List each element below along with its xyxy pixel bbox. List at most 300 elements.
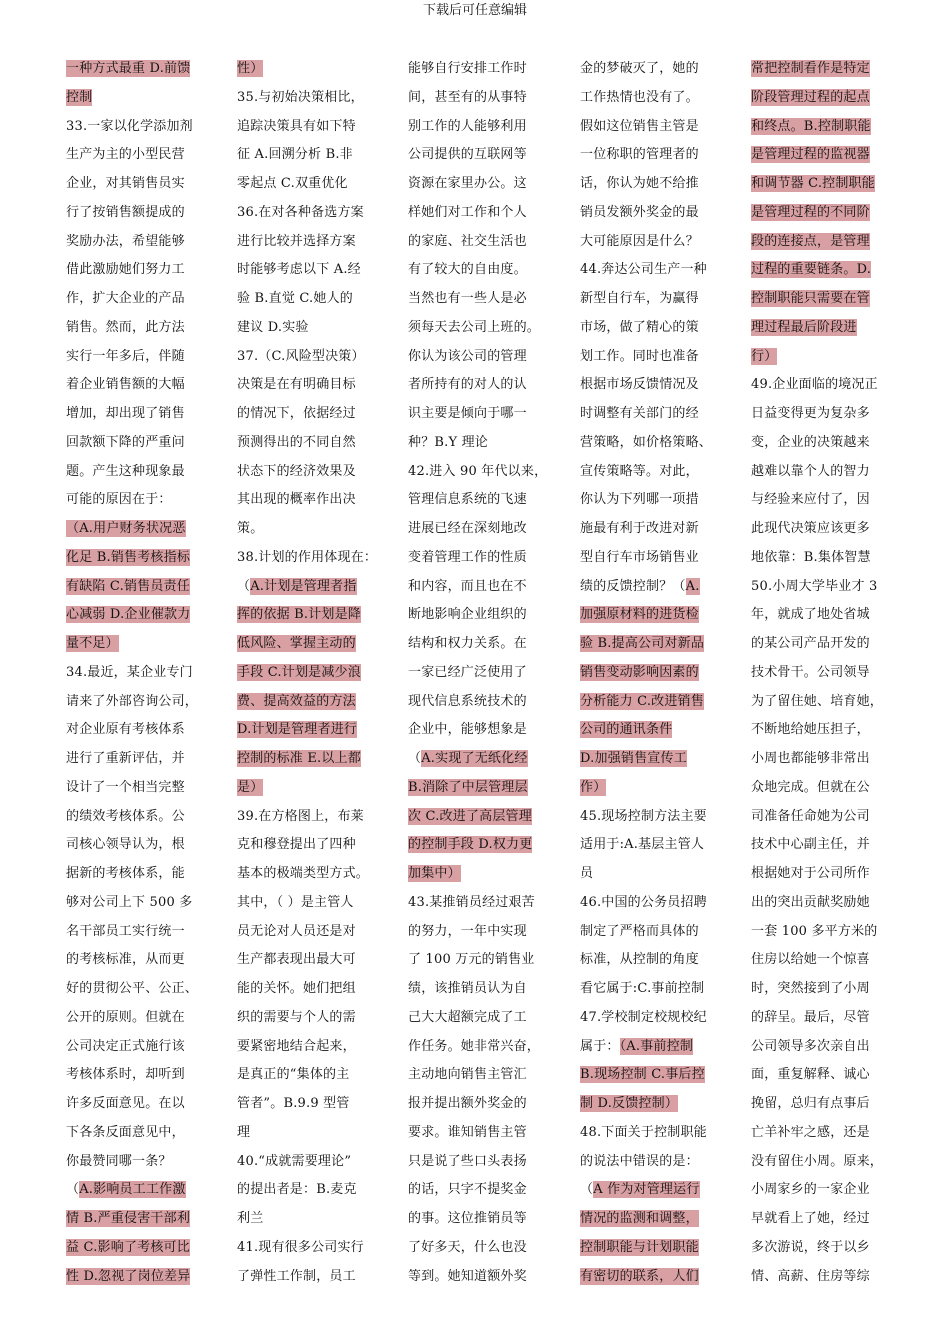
question-text: 制定了严格而具体的	[580, 923, 699, 939]
text-line	[237, 748, 377, 777]
text-line	[751, 259, 891, 288]
question-text: 结构和权力关系。在	[408, 636, 527, 651]
text-line	[66, 202, 206, 231]
question-text: 增加，却出现了销售	[66, 406, 185, 421]
text-line	[408, 317, 548, 346]
question-text: 员无论对人员还是对	[237, 923, 356, 939]
question-text: 要求。谁知销售主管	[408, 1124, 527, 1140]
question-text: 的情况下，依据经过	[237, 406, 356, 421]
text-line	[580, 662, 720, 691]
text-line	[408, 1093, 548, 1122]
text-line	[751, 1122, 891, 1151]
text-line	[237, 144, 377, 173]
page-header-title: 下载后可任意编辑	[422, 3, 527, 18]
text-line	[580, 1007, 720, 1036]
question-text: 进行比较并选择方案	[237, 233, 356, 249]
text-line	[751, 346, 891, 375]
highlighted-answer-text: 是）	[237, 779, 264, 795]
question-text: 行了按销售额提成的	[66, 204, 185, 220]
text-line	[580, 834, 720, 863]
text-line	[66, 518, 206, 547]
question-text: 征 A.回溯分析 B.非	[237, 147, 353, 163]
highlighted-answer-text: 费、提高效益的方法	[237, 693, 356, 709]
question-text: 是真正的“集体的主	[237, 1067, 350, 1083]
question-text: 变，企业的决策越来	[751, 434, 870, 450]
question-text: 住房以给她一个惊喜	[751, 952, 870, 968]
highlighted-answer-text: 行）	[751, 348, 778, 364]
text-line	[408, 288, 548, 317]
question-text: 变着管理工作的性质	[408, 549, 527, 565]
text-column-4	[580, 58, 720, 1294]
highlighted-answer-text: 是管理过程的监视器	[751, 147, 870, 163]
text-line	[408, 892, 548, 921]
question-text: 挽留，总归有点事后	[751, 1096, 870, 1111]
text-line	[751, 834, 891, 863]
question-text: 40.“成就需要理论”	[237, 1153, 352, 1169]
question-text: 奖励办法，希望能够	[66, 233, 185, 249]
question-text: 43.某推销员经过艰苦	[408, 894, 535, 910]
question-text: 话，你认为她不给推	[580, 176, 699, 191]
question-text: 预测得出的不同自然	[237, 434, 356, 450]
question-text: 日益变得更为复杂多	[751, 406, 870, 421]
text-line	[66, 1208, 206, 1237]
highlighted-answer-text: 分析能力 C.改进销售	[580, 693, 704, 709]
highlighted-answer-text: 量不足）	[66, 636, 119, 651]
text-line	[408, 834, 548, 863]
question-text: 时调整有关部门的经	[580, 406, 699, 421]
question-text: 你认为下列哪一项措	[580, 492, 699, 508]
highlighted-answer-text: 控制的标准 E.以上都	[237, 751, 361, 766]
text-line	[408, 489, 548, 518]
question-text: 42.进入 90 年代以来，	[408, 463, 548, 479]
text-line	[580, 1064, 720, 1093]
question-text: 50.小周大学毕业才 3	[751, 578, 878, 594]
text-line	[66, 58, 206, 87]
highlighted-answer-text: 有缺陷 C.销售员责任	[66, 578, 190, 594]
question-text: 验 B.直觉 C.她人的	[237, 291, 353, 306]
text-line	[237, 576, 377, 605]
text-line	[66, 87, 206, 116]
question-text: 员	[580, 866, 594, 881]
question-text: 划工作。同时也准备	[580, 348, 699, 364]
text-line	[237, 1064, 377, 1093]
text-line	[580, 87, 720, 116]
text-line	[408, 461, 548, 490]
text-line	[751, 116, 891, 145]
question-text: 报并提出额外奖金的	[408, 1096, 527, 1111]
highlighted-answer-text: B.现场控制 C.事后控	[580, 1067, 705, 1083]
text-line	[580, 202, 720, 231]
text-line	[66, 144, 206, 173]
text-line	[751, 1179, 891, 1208]
question-text: （	[580, 1182, 594, 1198]
text-line	[408, 116, 548, 145]
highlighted-answer-text: 是管理过程的不同阶	[751, 204, 870, 220]
text-line	[66, 604, 206, 633]
text-line	[237, 1266, 377, 1295]
text-line	[237, 1208, 377, 1237]
highlighted-answer-text: 性）	[237, 61, 264, 76]
text-line	[580, 317, 720, 346]
text-line	[408, 87, 548, 116]
text-line	[237, 1093, 377, 1122]
question-text: 生产都表现出最大可	[237, 952, 356, 968]
question-text: 种？B.Y 理论	[408, 434, 488, 450]
text-line	[408, 1122, 548, 1151]
question-text: 的事。这位推销员等	[408, 1211, 527, 1226]
text-line	[751, 748, 891, 777]
question-text: 司核心领导认为，根	[66, 837, 185, 853]
text-line	[751, 662, 891, 691]
text-line	[580, 489, 720, 518]
question-text: 早就看上了她，经过	[751, 1211, 870, 1226]
question-text: 等到。她知道额外奖	[408, 1268, 527, 1284]
text-line	[66, 834, 206, 863]
text-line	[751, 576, 891, 605]
text-line	[66, 116, 206, 145]
question-text: 绩，该推销员认为自	[408, 981, 527, 996]
question-text: 45.现场控制方法主要	[580, 808, 707, 824]
text-line	[751, 1036, 891, 1065]
text-line	[237, 662, 377, 691]
question-text: 断地影响企业组织的	[408, 607, 527, 623]
text-line	[408, 719, 548, 748]
text-line	[580, 461, 720, 490]
question-text: 借此激励她们努力工	[66, 262, 185, 278]
text-line	[580, 1179, 720, 1208]
question-text: 好的贯彻公平、公正、	[66, 981, 199, 996]
text-line	[237, 432, 377, 461]
text-line	[237, 288, 377, 317]
text-column-2	[237, 58, 377, 1294]
question-text: 资源在家里办公。这	[408, 176, 527, 191]
highlighted-answer-text: 公司的通讯条件	[580, 722, 673, 738]
question-text: 的绩效考核体系。公	[66, 808, 185, 824]
question-text: 众地完成。但就在公	[751, 779, 870, 795]
text-line	[580, 748, 720, 777]
highlighted-answer-text: B.消除了中层管理层	[408, 779, 528, 795]
text-line	[751, 1237, 891, 1266]
text-line	[237, 489, 377, 518]
question-text: 一套 100 多平方米的	[751, 923, 878, 939]
text-line	[408, 374, 548, 403]
text-line	[66, 432, 206, 461]
text-line	[580, 1151, 720, 1180]
question-text: 公司提供的互联网等	[408, 147, 527, 163]
highlighted-answer-text: 控制职能与计划职能	[580, 1239, 699, 1255]
text-line	[66, 921, 206, 950]
highlighted-answer-text: 段的连接点，是管理	[751, 233, 870, 249]
text-line	[580, 604, 720, 633]
question-text: 着企业销售额的大幅	[66, 377, 185, 393]
text-line	[751, 374, 891, 403]
text-line	[66, 346, 206, 375]
question-text: 考核体系时，却听到	[66, 1067, 185, 1083]
highlighted-answer-text: A 作为对管理运行	[593, 1182, 700, 1198]
question-text: 企业，对其销售员实	[66, 176, 185, 191]
text-line	[408, 863, 548, 892]
highlighted-answer-text: 次 C.改进了高层管理	[408, 808, 532, 824]
highlighted-answer-text: 化足 B.销售考核指标	[66, 549, 191, 565]
question-text: 与经验来应付了，因	[751, 492, 870, 508]
text-line	[580, 1122, 720, 1151]
text-line	[408, 58, 548, 87]
text-line	[580, 259, 720, 288]
text-line	[66, 1007, 206, 1036]
question-text: 名干部员工实行统一	[66, 923, 185, 939]
text-line	[751, 949, 891, 978]
question-text: 许多反面意见。在以	[66, 1096, 185, 1111]
text-line	[66, 806, 206, 835]
question-text: 一家已经广泛使用了	[408, 664, 527, 680]
question-text: 小周家乡的一家企业	[751, 1182, 870, 1198]
question-text: 够对公司上下 500 多	[66, 894, 193, 910]
highlighted-answer-text: 低风险、掌握主动的	[237, 636, 356, 651]
question-text: 能的关怀。她们把组	[237, 981, 356, 996]
text-line	[237, 202, 377, 231]
text-line	[751, 1266, 891, 1295]
question-text: 标准，从控制的角度	[580, 952, 699, 968]
question-text: 的努力，一年中实现	[408, 923, 527, 939]
question-text: 49.企业面临的境况正	[751, 377, 878, 393]
question-text: 年，就成了地处省城	[751, 607, 870, 623]
question-text: 能够自行安排工作时	[408, 61, 527, 76]
question-text: 零起点 C.双重优化	[237, 176, 348, 191]
question-text: 设计了一个相当完整	[66, 779, 185, 795]
text-line	[580, 949, 720, 978]
text-line	[751, 518, 891, 547]
highlighted-answer-text: D.加强销售宣传工	[580, 751, 687, 766]
question-text: 越难以靠个人的智力	[751, 463, 870, 479]
text-line	[408, 1007, 548, 1036]
text-line	[237, 1179, 377, 1208]
question-text: 须每天去公司上班的。	[408, 319, 541, 335]
text-line	[408, 806, 548, 835]
question-text: 38.计划的作用体现在：	[237, 549, 378, 565]
question-text: （	[408, 751, 422, 766]
text-line	[66, 1064, 206, 1093]
question-text: 实行一年多后，伴随	[66, 348, 185, 364]
text-line	[580, 374, 720, 403]
text-line	[66, 633, 206, 662]
question-text: 绩的反馈控制？（	[580, 578, 686, 594]
highlighted-answer-text: 手段 C.计划是减少浪	[237, 664, 361, 680]
question-text: 没有留住小周。原来，	[751, 1153, 884, 1169]
question-text: 作任务。她非常兴奋，	[408, 1038, 541, 1054]
text-line	[237, 921, 377, 950]
question-text: 当然也有一些人是必	[408, 291, 527, 306]
question-text: 此现代决策应该更多	[751, 521, 870, 536]
text-line	[751, 231, 891, 260]
question-text: 进行了重新评估，并	[66, 751, 185, 766]
highlighted-answer-text: A.实现了无纸化经	[421, 751, 528, 766]
question-text: 了 100 万元的销售业	[408, 952, 535, 968]
text-line	[580, 288, 720, 317]
question-text: 根据市场反馈情况及	[580, 377, 699, 393]
question-text: 看它属于:C.事前控制	[580, 981, 705, 996]
text-line	[237, 604, 377, 633]
question-text: 管理信息系统的飞速	[408, 492, 527, 508]
text-line	[408, 576, 548, 605]
question-text: 现代信息系统技术的	[408, 693, 527, 709]
question-text: 公开的原则。但就在	[66, 1009, 185, 1025]
text-line	[580, 1036, 720, 1065]
text-line	[751, 806, 891, 835]
text-line	[408, 547, 548, 576]
question-text: 市场，做了精心的策	[580, 319, 699, 335]
text-column-5	[751, 58, 891, 1294]
question-text: 有了较大的自由度。	[408, 262, 527, 278]
text-line	[66, 173, 206, 202]
text-line	[580, 58, 720, 87]
question-text: 的提出者是：B.麦克	[237, 1182, 357, 1198]
text-line	[237, 1036, 377, 1065]
text-column-1	[66, 58, 206, 1294]
text-line	[580, 144, 720, 173]
text-line	[237, 231, 377, 260]
text-line	[751, 288, 891, 317]
text-line	[66, 374, 206, 403]
text-line	[408, 691, 548, 720]
text-line	[237, 949, 377, 978]
question-text: 41.现有很多公司实行	[237, 1239, 364, 1255]
text-line	[66, 719, 206, 748]
text-line	[408, 518, 548, 547]
question-text: 的考核标准，从而更	[66, 952, 185, 968]
question-text: 施最有利于改进对新	[580, 521, 699, 536]
text-line	[580, 1093, 720, 1122]
text-line	[751, 719, 891, 748]
text-line	[237, 1237, 377, 1266]
text-line	[408, 259, 548, 288]
question-text: 别工作的人能够利用	[408, 118, 527, 134]
highlighted-answer-text: 作）	[580, 779, 607, 795]
text-line	[66, 1036, 206, 1065]
text-line	[580, 719, 720, 748]
text-line	[408, 1266, 548, 1295]
highlighted-answer-text: 有密切的联系，人们	[580, 1268, 699, 1284]
question-text: 销员发额外奖金的最	[580, 204, 699, 220]
text-line	[66, 489, 206, 518]
text-line	[408, 604, 548, 633]
text-line	[408, 662, 548, 691]
text-line	[66, 1237, 206, 1266]
text-line	[751, 604, 891, 633]
text-line	[66, 576, 206, 605]
text-line	[580, 231, 720, 260]
question-text: 适用于:A.基层主管人	[580, 837, 705, 853]
highlighted-answer-text: 过程的重要链条。D.	[751, 262, 872, 278]
question-text: 营策略，如价格策略、	[580, 434, 713, 450]
text-line	[237, 58, 377, 87]
highlighted-answer-text: A.影响员工工作激	[79, 1182, 186, 1198]
text-line	[751, 691, 891, 720]
question-text: 47.学校制定校规校纪	[580, 1009, 707, 1025]
highlighted-answer-text: 的控制手段 D.权力更	[408, 837, 533, 853]
text-line	[751, 461, 891, 490]
text-line	[580, 576, 720, 605]
text-line	[66, 1093, 206, 1122]
question-text: 亡羊补牢之感，还是	[751, 1124, 870, 1140]
highlighted-answer-text: 益 C.影响了考核可比	[66, 1239, 190, 1255]
text-line	[66, 662, 206, 691]
text-line	[237, 87, 377, 116]
question-text: （	[237, 578, 251, 594]
text-line	[408, 346, 548, 375]
question-text: （	[66, 1182, 80, 1198]
question-text: 金的梦破灭了，她的	[580, 61, 699, 76]
text-line	[66, 461, 206, 490]
question-text: 和内容，而且也在不	[408, 578, 527, 594]
question-text: 公司领导多次亲自出	[751, 1038, 870, 1054]
question-text: 39.在方格图上，布莱	[237, 808, 364, 824]
question-text: 者所持有的对人的认	[408, 377, 527, 393]
question-text: 决策是在有明确目标	[237, 377, 356, 393]
question-text: 你最赞同哪一条？	[66, 1153, 172, 1169]
question-text: 35.与初始决策相比，	[237, 89, 364, 105]
text-line	[580, 1266, 720, 1295]
text-line	[751, 1093, 891, 1122]
question-text: 36.在对各种备选方案	[237, 204, 364, 220]
text-line	[751, 921, 891, 950]
text-line	[408, 633, 548, 662]
question-text: 建议 D.实验	[237, 319, 309, 335]
highlighted-answer-text: 挥的依据 B.计划是降	[237, 607, 362, 623]
text-line	[237, 1122, 377, 1151]
question-text: 基本的极端类型方式。	[237, 866, 370, 881]
text-line	[580, 777, 720, 806]
text-line	[237, 317, 377, 346]
question-text: 的某公司产品开发的	[751, 636, 870, 651]
text-line	[751, 489, 891, 518]
highlighted-answer-text: 控制职能只需要在管	[751, 291, 870, 306]
text-line	[408, 1208, 548, 1237]
question-text: 样她们对工作和个人	[408, 204, 527, 220]
question-text: 企业中，能够想象是	[408, 722, 527, 738]
question-text: 公司决定正式施行该	[66, 1038, 185, 1054]
text-line	[751, 1007, 891, 1036]
text-line	[408, 1179, 548, 1208]
question-text: 的辞呈。最后，尽管	[751, 1009, 870, 1025]
question-text: 作，扩大企业的产品	[66, 291, 185, 306]
question-text: 多次游说，终于以乡	[751, 1239, 870, 1255]
text-line	[237, 691, 377, 720]
text-line	[408, 144, 548, 173]
question-text: 时能够考虑以下 A.经	[237, 262, 361, 278]
highlighted-answer-text: 情况的监测和调整，	[580, 1211, 699, 1226]
text-line	[237, 461, 377, 490]
question-text: 其中，（ ）是主管人	[237, 894, 354, 910]
highlighted-answer-text: 加强原材料的进货检	[580, 607, 699, 623]
text-line	[580, 633, 720, 662]
question-text: 识主要是倾向于哪一	[408, 406, 527, 421]
text-line	[237, 719, 377, 748]
text-line	[580, 863, 720, 892]
question-text: 假如这位销售主管是	[580, 118, 699, 134]
question-text: 的家庭、社交生活也	[408, 233, 527, 249]
text-line	[751, 547, 891, 576]
question-text: 策。	[237, 521, 264, 536]
question-text: 其出现的概率作出决	[237, 492, 356, 508]
text-line	[751, 87, 891, 116]
question-text: 据新的考核体系，能	[66, 866, 185, 881]
question-text: 面，重复解释、诚心	[751, 1067, 870, 1083]
question-text: 你认为该公司的管理	[408, 348, 527, 364]
question-text: 37.（C.风险型决策）	[237, 348, 365, 364]
text-line	[408, 173, 548, 202]
question-text: 要紧密地结合起来，	[237, 1038, 356, 1054]
text-line	[408, 1036, 548, 1065]
